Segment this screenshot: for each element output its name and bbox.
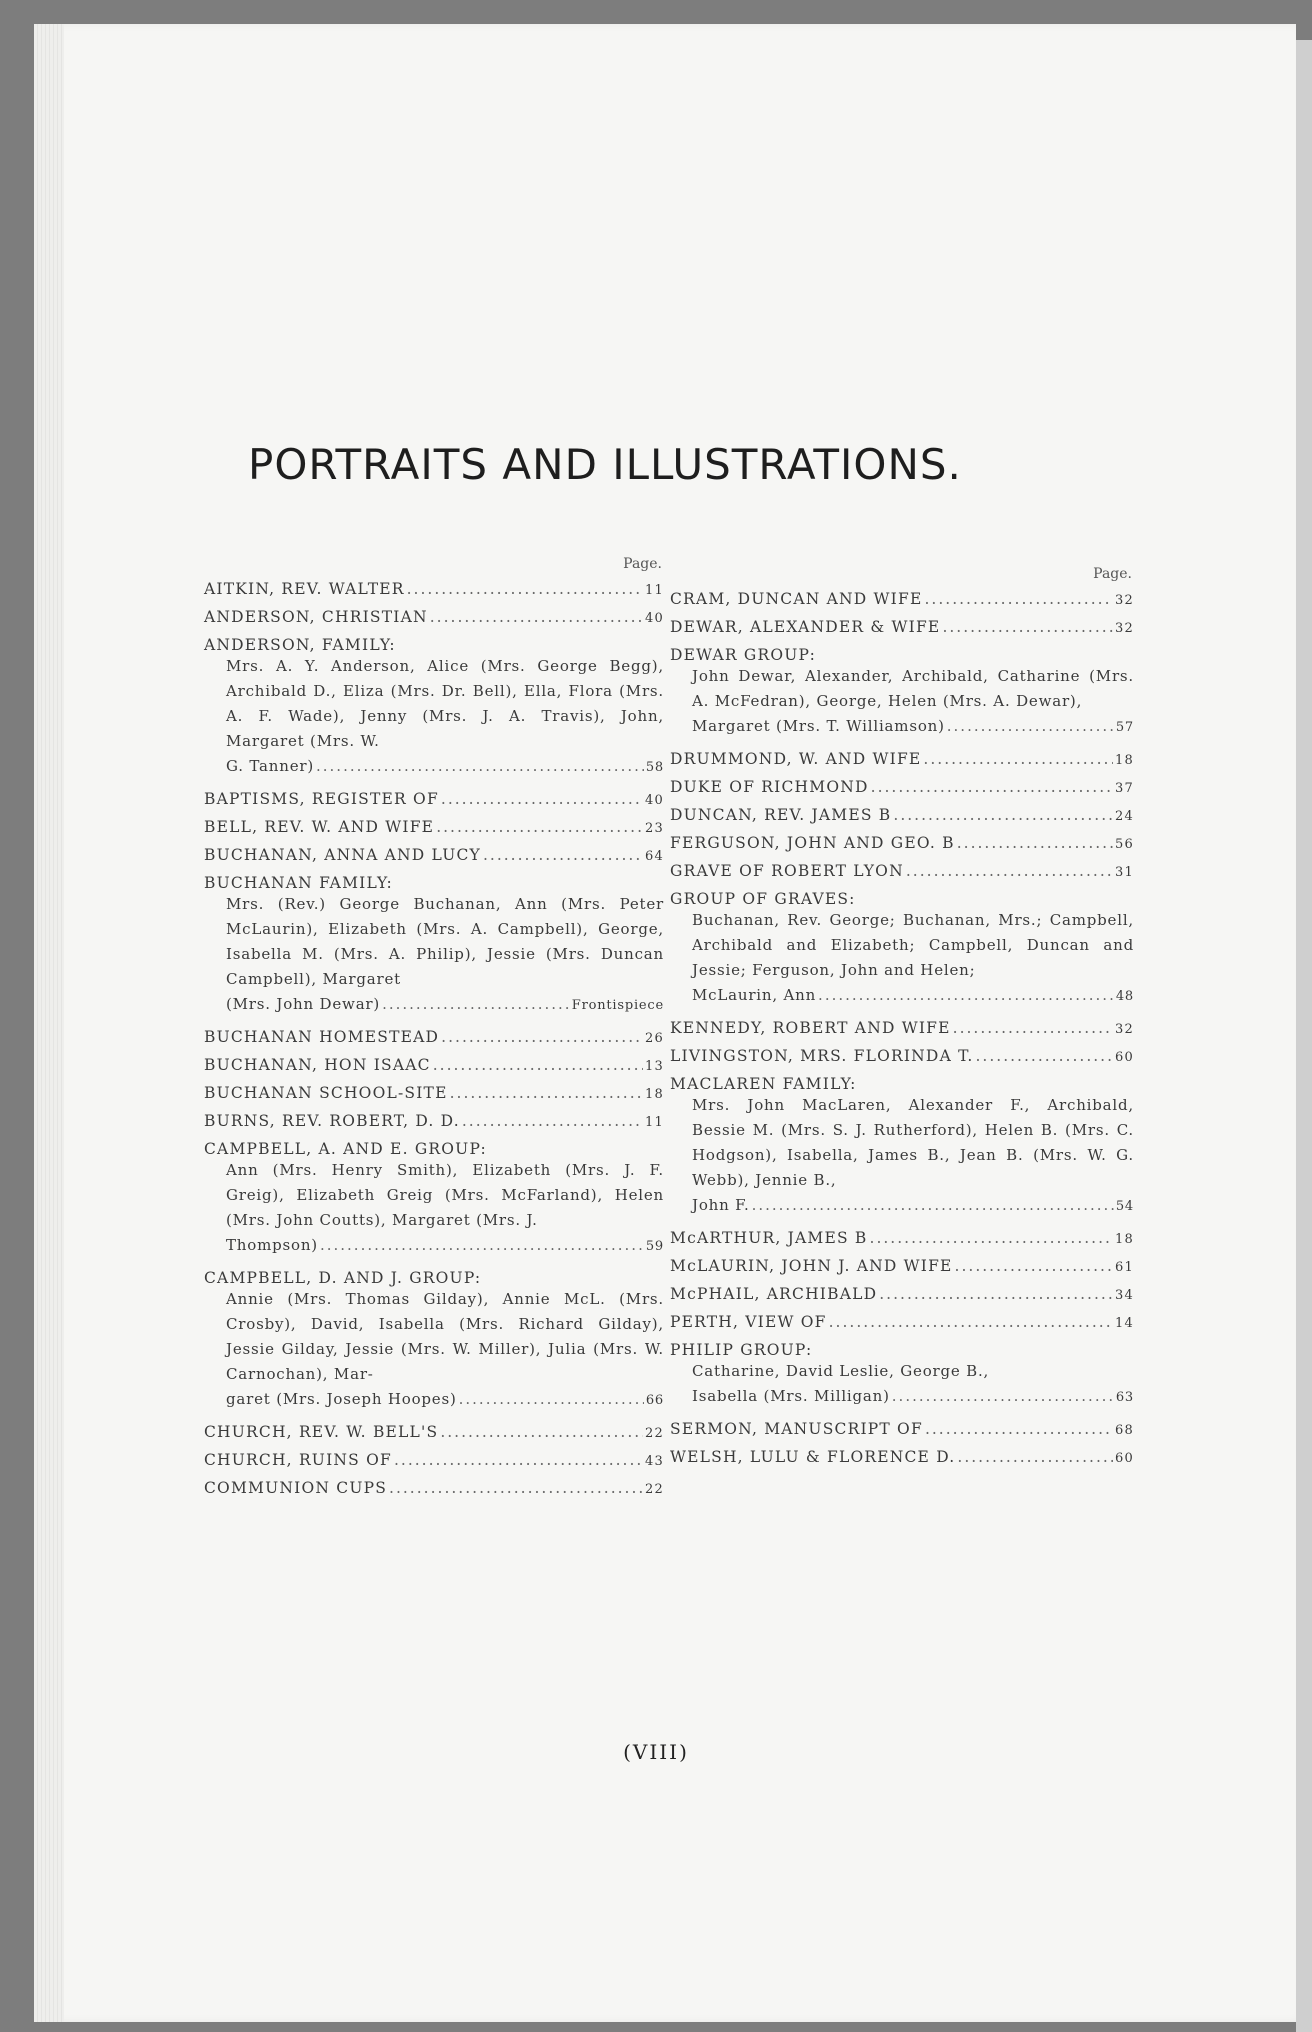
- index-entry: [670, 1047, 1134, 1065]
- entry-title: LIVINGSTON, MRS. FLORINDA T.: [670, 1047, 974, 1065]
- entry-title: CAMPBELL, A. AND E. GROUP:: [204, 1140, 487, 1158]
- entry-names-end: McLaurin, Ann: [692, 986, 817, 1004]
- leader-dots: [871, 778, 1113, 796]
- leader-dots: [433, 1056, 643, 1074]
- entry-names-text: Catharine, David Leslie, George B.,: [692, 1362, 990, 1380]
- entry-heading: [204, 608, 664, 626]
- entry-page-number: 60: [1115, 1050, 1134, 1065]
- entry-heading: [204, 580, 664, 598]
- entry-names-end: John F.: [692, 1196, 750, 1214]
- index-entry: [670, 834, 1134, 852]
- entry-page-number: 32: [1115, 1022, 1134, 1037]
- entry-page-number: 32: [1115, 593, 1134, 608]
- entry-title: KENNEDY, ROBERT AND WIFE: [670, 1019, 951, 1037]
- entry-heading: [670, 1285, 1134, 1303]
- index-entry: [204, 1028, 664, 1046]
- entry-names: [204, 654, 664, 780]
- entry-heading: [670, 778, 1134, 796]
- index-entry: [670, 1448, 1134, 1466]
- entry-heading: [670, 1420, 1134, 1438]
- entry-heading: [204, 1140, 664, 1158]
- entry-title: WELSH, LULU & FLORENCE D.: [670, 1448, 956, 1466]
- entry-title: CRAM, DUNCAN AND WIFE: [670, 590, 923, 608]
- entry-heading: [670, 1019, 1134, 1037]
- entry-title: MACLAREN FAMILY:: [670, 1075, 857, 1093]
- entry-page-number: 37: [1115, 781, 1134, 796]
- leader-dots: [450, 1084, 643, 1102]
- entry-heading: [670, 1075, 1134, 1093]
- entry-page-number: 68: [1115, 1423, 1134, 1438]
- entry-title: BUCHANAN, ANNA AND LUCY: [204, 846, 481, 864]
- entry-heading: [670, 590, 1134, 608]
- index-entry: [670, 590, 1134, 608]
- leader-dots: [870, 1229, 1114, 1247]
- page-column-label: Page.: [623, 556, 662, 572]
- index-entry: [204, 1479, 664, 1497]
- index-entry: [670, 646, 1134, 740]
- entry-title: ANDERSON, CHRISTIAN: [204, 608, 428, 626]
- adjacent-page-edge: [1296, 40, 1312, 2032]
- leader-dots: [430, 608, 643, 626]
- entry-page-number: 57: [1115, 720, 1134, 735]
- entry-heading: [204, 1056, 664, 1074]
- index-entry: [670, 778, 1134, 796]
- entry-names-text: Ann (Mrs. Henry Smith), Elizabeth (Mrs. J. F. Greig), Elizabeth Greig (Mrs. McFarland), Helen (Mrs. John Coutts), Margaret (Mrs. J.: [226, 1161, 664, 1229]
- index-entry: [204, 1451, 664, 1469]
- leader-dots: [382, 992, 570, 1017]
- entry-heading: [204, 1451, 664, 1469]
- entry-title: FERGUSON, JOHN AND GEO. B: [670, 834, 955, 852]
- entry-names: [670, 908, 1134, 1009]
- entry-page-number: 61: [1115, 1260, 1134, 1275]
- index-entry: [204, 846, 664, 864]
- entry-page-number: 24: [1115, 809, 1134, 824]
- entry-heading: [670, 750, 1134, 768]
- entry-page-number: 43: [645, 1454, 664, 1469]
- entry-page-number: 14: [1115, 1316, 1134, 1331]
- entry-title: BUCHANAN FAMILY:: [204, 874, 393, 892]
- leader-dots: [906, 862, 1113, 880]
- index-entry: [670, 618, 1134, 636]
- index-entry: [204, 1269, 664, 1413]
- entry-title: BELL, REV. W. AND WIFE: [204, 818, 435, 836]
- leader-dots: [818, 983, 1114, 1008]
- entry-page-number: 13: [645, 1059, 664, 1074]
- leader-dots: [879, 1285, 1113, 1303]
- entry-names-end: Isabella (Mrs. Milligan): [692, 1387, 890, 1405]
- leader-dots: [893, 806, 1113, 824]
- entry-title: BUCHANAN HOMESTEAD: [204, 1028, 440, 1046]
- entry-heading: [670, 618, 1134, 636]
- index-entry: [670, 1019, 1134, 1037]
- entry-heading: [204, 1084, 664, 1102]
- entry-heading: [204, 1028, 664, 1046]
- entry-title: DUNCAN, REV. JAMES B: [670, 806, 892, 824]
- entry-page-number: 26: [645, 1031, 664, 1046]
- leader-dots: [955, 1257, 1114, 1275]
- entry-names-last-line: [226, 992, 664, 1018]
- entry-names-text: John Dewar, Alexander, Archibald, Catharine (Mrs. A. McFedran), George, Helen (Mrs. A. Dewar),: [692, 667, 1134, 710]
- leader-dots: [394, 1451, 643, 1469]
- entry-names-last-line: [692, 714, 1134, 740]
- leader-dots: [942, 618, 1113, 636]
- entry-page-number: 31: [1115, 865, 1134, 880]
- entry-names-last-line: [226, 1233, 664, 1259]
- leader-dots: [441, 1028, 643, 1046]
- index-entry: [670, 1285, 1134, 1303]
- entry-names: [670, 664, 1134, 740]
- entry-heading: [204, 636, 664, 654]
- index-entry: [670, 1341, 1134, 1410]
- leader-dots: [924, 590, 1113, 608]
- entry-title: DRUMMOND, W. AND WIFE: [670, 750, 922, 768]
- entry-title: McARTHUR, JAMES B: [670, 1229, 868, 1247]
- entry-heading: [670, 834, 1134, 852]
- entry-names: [204, 1158, 664, 1259]
- page-column-label: Page.: [1093, 566, 1132, 582]
- leader-dots: [923, 750, 1113, 768]
- entry-names-text: Annie (Mrs. Thomas Gilday), Annie McL. (Mrs. Crosby), David, Isabella (Mrs. Richard Gilday), Jessie Gilday, Jessie (Mrs. W. Miller), Julia (Mrs. W. Carnochan), Mar-: [226, 1290, 664, 1383]
- entry-page-number: 40: [645, 793, 664, 808]
- entry-title: BUCHANAN SCHOOL-SITE: [204, 1084, 448, 1102]
- entry-title: BAPTISMS, REGISTER OF: [204, 790, 439, 808]
- entry-names: [204, 1287, 664, 1413]
- entry-title: McLAURIN, JOHN J. AND WIFE: [670, 1257, 953, 1275]
- entry-title: McPHAIL, ARCHIBALD: [670, 1285, 878, 1303]
- entry-names-end: (Mrs. John Dewar): [226, 995, 381, 1013]
- index-entry: [670, 806, 1134, 824]
- leader-dots: [752, 1193, 1114, 1218]
- entry-page-number: 18: [645, 1087, 664, 1102]
- entry-title: DEWAR GROUP:: [670, 646, 817, 664]
- entry-title: DEWAR, ALEXANDER & WIFE: [670, 618, 941, 636]
- entry-heading: [670, 646, 1134, 664]
- leader-dots: [459, 1387, 644, 1412]
- entry-page-number: 66: [645, 1393, 664, 1408]
- entry-title: BUCHANAN, HON ISAAC: [204, 1056, 431, 1074]
- entry-page-number: 34: [1115, 1288, 1134, 1303]
- entry-page-number: 18: [1115, 1232, 1134, 1247]
- entry-page-number: 18: [1115, 753, 1134, 768]
- entry-heading: [670, 1448, 1134, 1466]
- entry-title: GROUP OF GRAVES:: [670, 890, 856, 908]
- entry-title: CAMPBELL, D. AND J. GROUP:: [204, 1269, 482, 1287]
- entry-page-number: 59: [645, 1239, 664, 1254]
- entry-page-number: 56: [1115, 837, 1134, 852]
- entry-heading: [204, 1479, 664, 1497]
- leader-dots: [483, 846, 643, 864]
- entry-page-number: 11: [645, 1115, 664, 1130]
- entry-heading: [204, 1423, 664, 1441]
- entry-names-end: Margaret (Mrs. T. Williamson): [692, 717, 945, 735]
- entry-title: CHURCH, REV. W. BELL'S: [204, 1423, 439, 1441]
- entry-page-number: 22: [645, 1426, 664, 1441]
- entry-title: PHILIP GROUP:: [670, 1341, 813, 1359]
- entry-names-end: G. Tanner): [226, 757, 314, 775]
- entry-page-number: 23: [645, 821, 664, 836]
- entry-page-number: 22: [645, 1482, 664, 1497]
- entry-names-last-line: [226, 1387, 664, 1413]
- entry-names-end: Thompson): [226, 1236, 318, 1254]
- entry-title: GRAVE OF ROBERT LYON: [670, 862, 904, 880]
- index-entry: [204, 1140, 664, 1259]
- page-edge: [34, 24, 64, 2022]
- leader-dots: [975, 1047, 1113, 1065]
- entry-names-last-line: [226, 754, 664, 780]
- leader-dots: [436, 818, 643, 836]
- leader-dots: [957, 834, 1113, 852]
- index-entry: [670, 1313, 1134, 1331]
- leader-dots: [441, 790, 643, 808]
- entry-heading: [204, 846, 664, 864]
- entry-names-last-line: [692, 983, 1134, 1009]
- entry-names-text: Mrs. (Rev.) George Buchanan, Ann (Mrs. Peter McLaurin), Elizabeth (Mrs. A. Campbell), George, Isabella M. (Mrs. A. Philip), Jessie (Mrs. Duncan Campbell), Margaret: [226, 895, 664, 988]
- index-entry: [670, 750, 1134, 768]
- leader-dots: [407, 580, 643, 598]
- index-entry: [670, 1420, 1134, 1438]
- entry-page-number: 48: [1115, 989, 1134, 1004]
- leader-dots: [389, 1479, 643, 1497]
- entry-names-text: Mrs. A. Y. Anderson, Alice (Mrs. George Begg), Archibald D., Eliza (Mrs. Dr. Bell), Ella, Flora (Mrs. A. F. Wade), Jenny (Mrs. J. A. Travis), John, Margaret (Mrs. W.: [226, 657, 664, 750]
- entry-title: AITKIN, REV. WALTER: [204, 580, 405, 598]
- entry-heading: [670, 1313, 1134, 1331]
- entry-heading: [670, 1229, 1134, 1247]
- entry-names: [204, 892, 664, 1018]
- entry-heading: [204, 874, 664, 892]
- entry-names-text: Buchanan, Rev. George; Buchanan, Mrs.; Campbell, Archibald and Elizabeth; Campbell, Duncan and Jessie; Ferguson, John and Helen;: [692, 911, 1134, 979]
- entry-title: DUKE OF RICHMOND: [670, 778, 869, 796]
- entry-title: SERMON, MANUSCRIPT OF: [670, 1420, 923, 1438]
- index-entry: [204, 636, 664, 780]
- entry-page-number: Frontispiece: [571, 998, 664, 1013]
- index-entry: [670, 890, 1134, 1009]
- index-entry: [204, 1112, 664, 1130]
- entry-title: CHURCH, RUINS OF: [204, 1451, 392, 1469]
- leader-dots: [320, 1233, 644, 1258]
- index-entry: [670, 1257, 1134, 1275]
- entry-heading: [670, 1257, 1134, 1275]
- entry-heading: [204, 1269, 664, 1287]
- page-title: PORTRAITS AND ILLUSTRATIONS.: [248, 440, 962, 489]
- index-entry: [204, 790, 664, 808]
- leader-dots: [316, 754, 644, 779]
- index-entry: [670, 862, 1134, 880]
- entry-title: COMMUNION CUPS: [204, 1479, 388, 1497]
- leader-dots: [925, 1420, 1113, 1438]
- entry-heading: [670, 806, 1134, 824]
- index-entry: [670, 1229, 1134, 1247]
- entry-title: BURNS, REV. ROBERT, D. D.: [204, 1112, 460, 1130]
- entry-title: PERTH, VIEW OF: [670, 1313, 827, 1331]
- entry-heading: [204, 790, 664, 808]
- entry-heading: [670, 1341, 1134, 1359]
- entry-page-number: 32: [1115, 621, 1134, 636]
- entry-heading: [670, 890, 1134, 908]
- entry-page-number: 60: [1115, 1451, 1134, 1466]
- index-entry: [204, 1084, 664, 1102]
- page-number-footer: (VIII): [623, 1740, 689, 1764]
- entry-page-number: 11: [645, 583, 664, 598]
- index-entry: [204, 580, 664, 598]
- leader-dots: [892, 1384, 1114, 1409]
- entry-page-number: 64: [645, 849, 664, 864]
- leader-dots: [953, 1019, 1113, 1037]
- index-entry: [204, 874, 664, 1018]
- index-entry: [204, 608, 664, 626]
- entry-page-number: 58: [645, 760, 664, 775]
- left-index-column: [204, 556, 664, 1507]
- entry-page-number: 63: [1115, 1390, 1134, 1405]
- entry-names-text: Mrs. John MacLaren, Alexander F., Archibald, Bessie M. (Mrs. S. J. Rutherford), Helen B. (Mrs. C. Hodgson), Isabella, James B., Jean B. (Mrs. W. G. Webb), Jennie B.,: [692, 1096, 1134, 1189]
- right-index-column: [670, 566, 1134, 1476]
- entry-names-last-line: [692, 1384, 1134, 1410]
- leader-dots: [947, 714, 1114, 739]
- entry-names-last-line: [692, 1193, 1134, 1219]
- entry-names: [670, 1093, 1134, 1219]
- index-entry: [670, 1075, 1134, 1219]
- leader-dots: [462, 1112, 643, 1130]
- entry-heading: [204, 818, 664, 836]
- index-entry: [204, 818, 664, 836]
- entry-title: ANDERSON, FAMILY:: [204, 636, 396, 654]
- entry-names: [670, 1359, 1134, 1410]
- entry-heading: [670, 1047, 1134, 1065]
- entry-names-end: garet (Mrs. Joseph Hoopes): [226, 1390, 457, 1408]
- entry-page-number: 40: [645, 611, 664, 626]
- leader-dots: [440, 1423, 643, 1441]
- entry-heading: [670, 862, 1134, 880]
- leader-dots: [829, 1313, 1113, 1331]
- leader-dots: [957, 1448, 1113, 1466]
- entry-page-number: 54: [1115, 1199, 1134, 1214]
- index-entry: [204, 1423, 664, 1441]
- entry-heading: [204, 1112, 664, 1130]
- index-entry: [204, 1056, 664, 1074]
